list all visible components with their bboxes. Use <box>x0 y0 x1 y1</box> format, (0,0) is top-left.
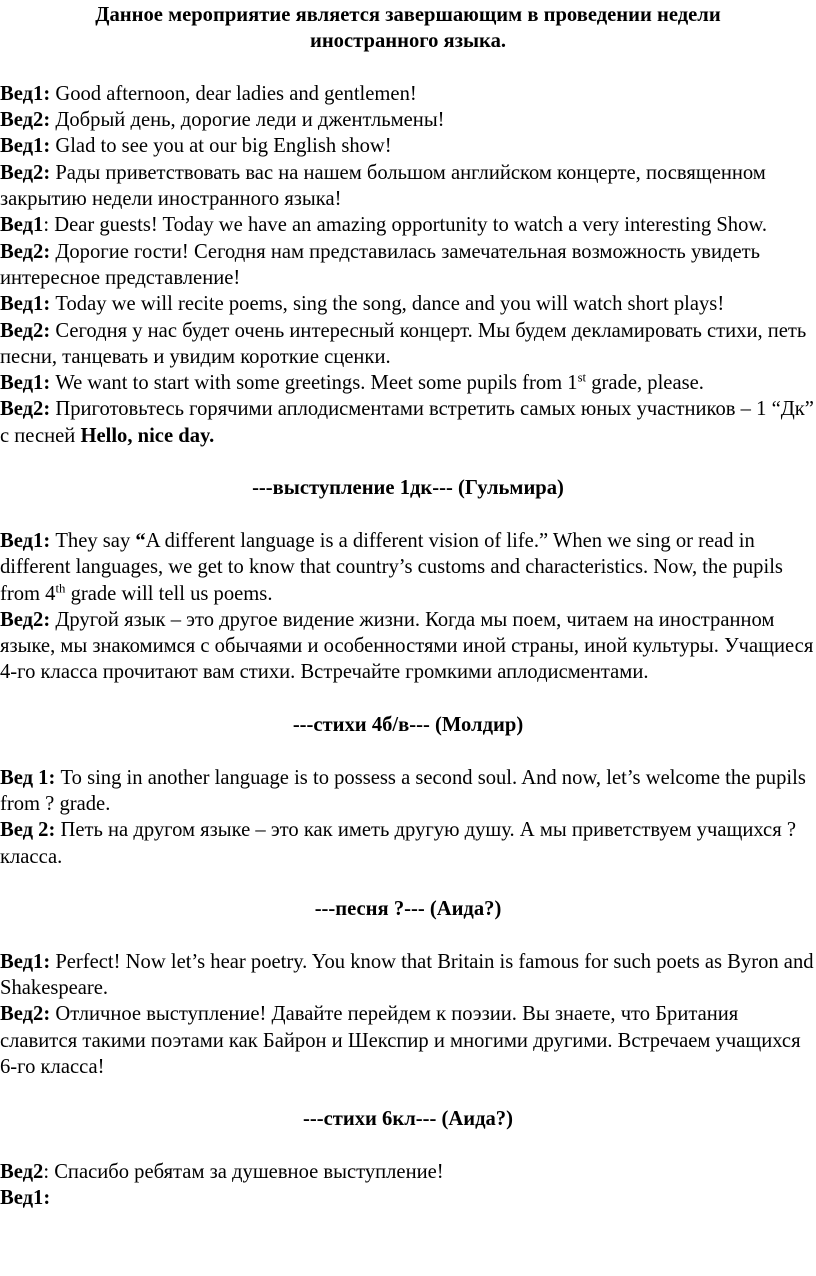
speaker-label: Вед2: <box>0 109 51 132</box>
spacer <box>0 449 816 475</box>
speaker-label: Вед1 <box>0 214 44 237</box>
speaker-label: Вед1: <box>0 950 51 973</box>
superscript: st <box>577 370 587 385</box>
speaker-label: Вед1: <box>0 529 51 552</box>
dialogue-line <box>0 318 816 371</box>
spacer <box>0 1133 816 1159</box>
stage-direction: ---стихи 6кл--- (Аида?) <box>303 1108 513 1131</box>
stage-direction: ---стихи 4б/в--- (Молдир) <box>292 714 524 737</box>
dialogue-line <box>0 107 816 133</box>
line-text: Отличное выступление! Давайте перейдем к поэзии. Вы знаете, что Британия славится такими поэтами как Байрон и Шекспир и многими другими. Встречаем учащихся 6-го класса! <box>0 1003 801 1078</box>
speaker-label: Вед1: <box>0 82 51 105</box>
document-title: Данное мероприятие является завершающим в проведении недели иностранного языка. <box>95 4 721 53</box>
line-text: A different language is a different vision of life.” When we sing or read in different languages, we get to know that country’s customs and characteristics. Now, the pupils from 4 <box>0 529 783 605</box>
line-text: Добрый день, дорогие леди и джентльмены! <box>50 109 445 132</box>
line-text: Дорогие гости! Сегодня нам представилась замечательная возможность увидеть интересное представление! <box>0 240 761 289</box>
line-text: Рады приветствовать вас на нашем большом английском концерте, посвященном закрытию недели иностранного языка! <box>0 161 766 211</box>
line-text: They say <box>50 529 136 552</box>
dialogue-line <box>0 212 816 238</box>
dialogue-line <box>0 607 816 686</box>
dialogue-line <box>0 133 816 159</box>
speaker-label: Вед1: <box>0 293 51 316</box>
dialogue-line <box>0 1185 816 1211</box>
line-text: : Спасибо ребятам за душевное выступление! <box>43 1161 444 1184</box>
superscript: th <box>55 580 66 595</box>
dialogue-line <box>0 528 816 607</box>
line-text: Today we will recite poems, sing the song, dance and you will watch short plays! <box>50 293 725 316</box>
speaker-label: Вед1: <box>0 1187 51 1210</box>
line-text: We want to start with some greetings. Meet some pupils from 1 <box>50 372 578 395</box>
line-text: Сегодня у нас будет очень интересный концерт. Мы будем декламировать стихи, петь песни, танцевать и увидим короткие сценки. <box>0 319 807 368</box>
line-text: Glad to see you at our big English show! <box>50 135 392 158</box>
stage-direction: ---выступление 1дк--- (Гульмира) <box>252 477 564 500</box>
line-text: grade, please. <box>586 372 704 395</box>
line-text: To sing in another language is to possess a second soul. And now, let’s welcome the pupils from ? grade. <box>0 766 806 815</box>
spacer <box>0 1080 816 1106</box>
dialogue-line <box>0 817 816 870</box>
dialogue-line <box>0 160 816 213</box>
song-title: Hello, nice day. <box>80 424 215 447</box>
spacer <box>0 55 816 81</box>
speaker-label: Вед 1: <box>0 766 56 789</box>
spacer <box>0 922 816 948</box>
speaker-label: Вед2 <box>0 1161 44 1184</box>
speaker-label: Вед2: <box>0 161 51 184</box>
quote-mark: “ <box>135 529 146 552</box>
stage-direction: ---песня ?--- (Аида?) <box>314 898 502 921</box>
line-text: : Dear guests! Today we have an amazing opportunity to watch a very interesting Show. <box>43 214 768 237</box>
spacer <box>0 870 816 896</box>
line-text: Приготовьтесь горячими аплодисментами встретить самых юных участников – 1 “Дк” с песней <box>0 398 814 447</box>
line-text: Другой язык – это другое видение жизни. Когда мы поем, читаем на иностранном языке, мы знакомимся с обычаями и особенностями иной страны, иной культуры. Учащиеся 4-го класса прочитают вам стихи. Встречайте громкими аплодисментами. <box>0 608 814 684</box>
dialogue-line <box>0 370 816 396</box>
speaker-label: Вед2: <box>0 240 51 263</box>
dialogue-line <box>0 765 816 818</box>
spacer <box>0 738 816 764</box>
dialogue-line <box>0 81 816 107</box>
speaker-label: Вед2: <box>0 608 51 631</box>
dialogue-line <box>0 291 816 317</box>
speaker-label: Вед2: <box>0 1003 51 1026</box>
line-text: Good afternoon, dear ladies and gentlemen! <box>50 82 417 105</box>
line-text: grade will tell us poems. <box>65 582 273 605</box>
line-text: Perfect! Now let’s hear poetry. You know that Britain is famous for such poets as Byron and Shakespeare. <box>0 950 814 999</box>
dialogue-line <box>0 1001 816 1080</box>
dialogue-line <box>0 239 816 292</box>
line-text: Петь на другом языке – это как иметь другую душу. А мы приветствуем учащихся ? класса. <box>0 819 796 868</box>
speaker-label: Вед 2: <box>0 819 56 842</box>
speaker-label: Вед2: <box>0 398 51 421</box>
dialogue-line <box>0 396 816 449</box>
speaker-label: Вед2: <box>0 319 51 342</box>
dialogue-line <box>0 1159 816 1185</box>
speaker-label: Вед1: <box>0 372 51 395</box>
dialogue-line <box>0 949 816 1002</box>
spacer <box>0 502 816 528</box>
speaker-label: Вед1: <box>0 135 51 158</box>
spacer <box>0 686 816 712</box>
